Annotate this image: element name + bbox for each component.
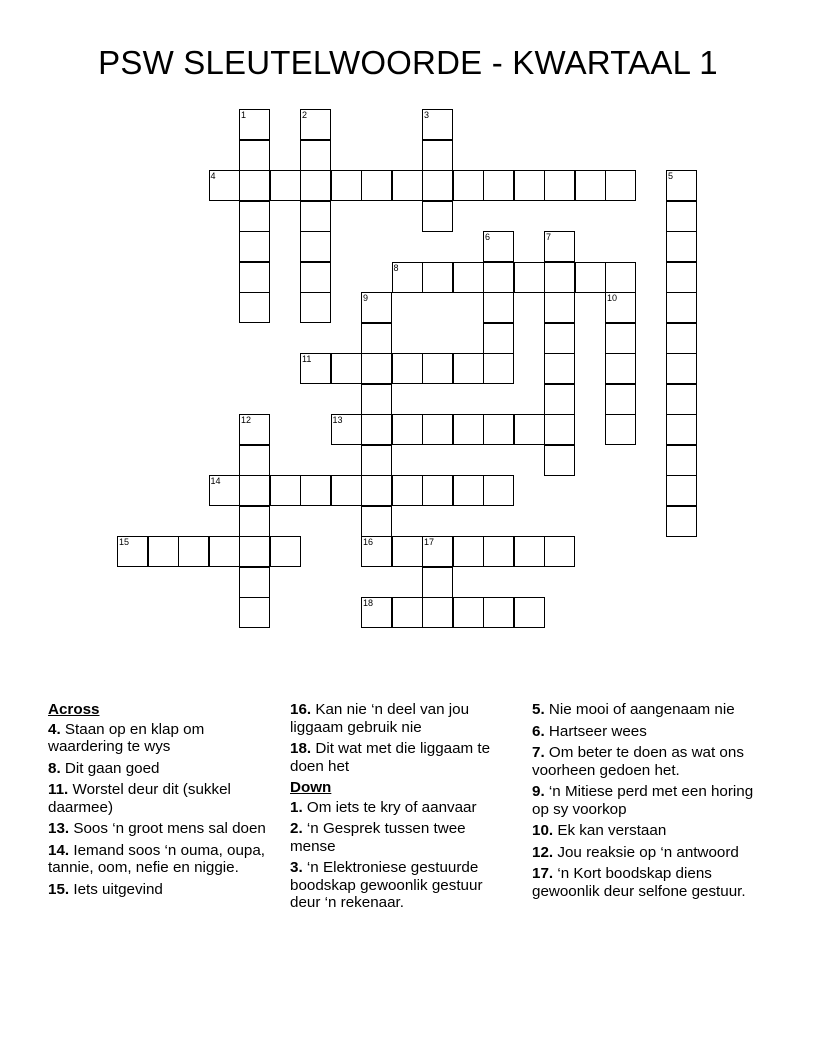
grid-cell[interactable] bbox=[422, 201, 453, 232]
cell-number: 6 bbox=[485, 232, 491, 242]
cell-number: 18 bbox=[363, 598, 374, 608]
grid-cell[interactable] bbox=[544, 323, 575, 354]
grid-cell[interactable] bbox=[361, 414, 392, 445]
grid-cell[interactable] bbox=[239, 292, 270, 323]
grid-cell[interactable] bbox=[392, 597, 423, 628]
grid-cell[interactable] bbox=[361, 384, 392, 415]
grid-cell[interactable] bbox=[483, 323, 514, 354]
clues-column-3 bbox=[532, 701, 754, 904]
grid-cell[interactable] bbox=[453, 414, 484, 445]
grid-cell[interactable] bbox=[666, 353, 697, 384]
clue-down-3: 3. ‘n Elektroniese gestuurde boodskap gewoonlik gestuur deur ‘n rekenaar. bbox=[290, 859, 483, 911]
grid-cell[interactable] bbox=[361, 536, 392, 567]
clue-down-12: 12. Jou reaksie op ‘n antwoord bbox=[532, 843, 739, 861]
grid-cell[interactable] bbox=[300, 475, 331, 506]
grid-cell[interactable] bbox=[605, 262, 636, 293]
grid-cell[interactable] bbox=[483, 353, 514, 384]
cell-number: 11 bbox=[302, 354, 312, 364]
grid-cell[interactable] bbox=[392, 170, 423, 201]
grid-cell[interactable] bbox=[331, 170, 362, 201]
grid-cell[interactable] bbox=[666, 262, 697, 293]
grid-cell[interactable] bbox=[514, 597, 545, 628]
grid-cell[interactable] bbox=[666, 445, 697, 476]
grid-cell[interactable] bbox=[453, 475, 484, 506]
clue-down-7: 7. Om beter te doen as wat ons voorheen gedoen het. bbox=[532, 744, 744, 779]
grid-cell[interactable] bbox=[605, 323, 636, 354]
grid-cell[interactable] bbox=[575, 170, 606, 201]
clue-across-14: 14. Iemand soos ‘n ouma, oupa, tannie, oom, nefie en niggie. bbox=[48, 841, 266, 876]
cell-number: 12 bbox=[241, 415, 252, 425]
grid-cell[interactable] bbox=[300, 262, 331, 293]
grid-cell[interactable] bbox=[361, 292, 392, 323]
grid-cell[interactable] bbox=[666, 170, 697, 201]
clue-across-8: 8. Dit gaan goed bbox=[48, 759, 160, 777]
cell-number: 9 bbox=[363, 293, 369, 303]
grid-cell[interactable] bbox=[483, 262, 514, 293]
grid-cell[interactable] bbox=[331, 414, 362, 445]
grid-cell[interactable] bbox=[209, 536, 240, 567]
grid-cell[interactable] bbox=[361, 597, 392, 628]
grid-cell[interactable] bbox=[331, 353, 362, 384]
grid-cell[interactable] bbox=[514, 170, 545, 201]
grid-cell[interactable] bbox=[361, 475, 392, 506]
grid-cell[interactable] bbox=[453, 597, 484, 628]
grid-cell[interactable] bbox=[270, 170, 301, 201]
grid-cell[interactable] bbox=[666, 506, 697, 537]
clue-across-4: 4. Staan op en klap om waardering te wys bbox=[48, 720, 205, 755]
grid-cell[interactable] bbox=[666, 414, 697, 445]
cell-number: 10 bbox=[607, 293, 618, 303]
grid-cell[interactable] bbox=[422, 262, 453, 293]
grid-cell[interactable] bbox=[514, 262, 545, 293]
grid-cell[interactable] bbox=[239, 109, 270, 140]
grid-cell[interactable] bbox=[483, 597, 514, 628]
grid-cell[interactable] bbox=[239, 140, 270, 171]
grid-cell[interactable] bbox=[361, 445, 392, 476]
grid-cell[interactable] bbox=[300, 292, 331, 323]
grid-cell[interactable] bbox=[239, 567, 270, 598]
grid-cell[interactable] bbox=[422, 536, 453, 567]
grid-cell[interactable] bbox=[422, 170, 453, 201]
grid-cell[interactable] bbox=[239, 536, 270, 567]
grid-cell[interactable] bbox=[209, 475, 240, 506]
grid-cell[interactable] bbox=[239, 445, 270, 476]
grid-cell[interactable] bbox=[422, 414, 453, 445]
grid-cell[interactable] bbox=[605, 292, 636, 323]
page-title: PSW SLEUTELWOORDE - KWARTAAL 1 bbox=[98, 44, 718, 81]
grid-cell[interactable] bbox=[361, 170, 392, 201]
grid-cell[interactable] bbox=[300, 231, 331, 262]
grid-cell[interactable] bbox=[392, 536, 423, 567]
grid-cell[interactable] bbox=[453, 353, 484, 384]
cell-number: 16 bbox=[363, 537, 374, 547]
grid-cell[interactable] bbox=[392, 414, 423, 445]
clue-across-15: 15. Iets uitgevind bbox=[48, 880, 163, 898]
grid-cell[interactable] bbox=[239, 475, 270, 506]
grid-cell[interactable] bbox=[300, 140, 331, 171]
cell-number: 15 bbox=[119, 537, 130, 547]
grid-cell[interactable] bbox=[453, 262, 484, 293]
grid-cell[interactable] bbox=[239, 506, 270, 537]
grid-cell[interactable] bbox=[239, 170, 270, 201]
grid-cell[interactable] bbox=[483, 231, 514, 262]
across-heading: Across bbox=[48, 701, 100, 718]
grid-cell[interactable] bbox=[422, 597, 453, 628]
cell-number: 2 bbox=[302, 110, 308, 120]
grid-cell[interactable] bbox=[422, 140, 453, 171]
grid-cell[interactable] bbox=[178, 536, 209, 567]
cell-number: 3 bbox=[424, 110, 430, 120]
grid-cell[interactable] bbox=[239, 597, 270, 628]
down-heading: Down bbox=[290, 779, 332, 796]
clue-across-11: 11. Worstel deur dit (sukkel daarmee) bbox=[48, 781, 231, 816]
grid-cell[interactable] bbox=[483, 414, 514, 445]
grid-cell[interactable] bbox=[422, 567, 453, 598]
grid-cell[interactable] bbox=[422, 475, 453, 506]
grid-cell[interactable] bbox=[453, 170, 484, 201]
grid-cell[interactable] bbox=[392, 353, 423, 384]
clue-down-2: 2. ‘n Gesprek tussen twee mense bbox=[290, 820, 466, 855]
grid-cell[interactable] bbox=[514, 414, 545, 445]
grid-cell[interactable] bbox=[331, 475, 362, 506]
grid-cell[interactable] bbox=[148, 536, 179, 567]
clue-down-17: 17. ‘n Kort boodskap diens gewoonlik deur selfone gestuur. bbox=[532, 865, 746, 900]
grid-cell[interactable] bbox=[300, 170, 331, 201]
clues-column-1 bbox=[48, 701, 270, 902]
grid-cell[interactable] bbox=[544, 384, 575, 415]
grid-cell[interactable] bbox=[239, 262, 270, 293]
grid-cell[interactable] bbox=[361, 506, 392, 537]
grid-cell[interactable] bbox=[544, 292, 575, 323]
grid-cell[interactable] bbox=[544, 353, 575, 384]
grid-cell[interactable] bbox=[453, 536, 484, 567]
grid-cell[interactable] bbox=[422, 353, 453, 384]
grid-cell[interactable] bbox=[514, 536, 545, 567]
grid-cell[interactable] bbox=[666, 292, 697, 323]
grid-cell[interactable] bbox=[483, 170, 514, 201]
cell-number: 8 bbox=[393, 262, 399, 273]
clue-across-16: 16. Kan nie ‘n deel van jou liggaam gebruik nie bbox=[290, 701, 470, 736]
grid-cell[interactable] bbox=[605, 384, 636, 415]
grid-cell[interactable] bbox=[575, 262, 606, 293]
clue-across-18: 18. Dit wat met die liggaam te doen het bbox=[290, 740, 491, 775]
clues-column-2 bbox=[290, 701, 512, 916]
grid-cell[interactable] bbox=[239, 201, 270, 232]
grid-cell[interactable] bbox=[544, 170, 575, 201]
grid-cell[interactable] bbox=[300, 109, 331, 140]
grid-cell[interactable] bbox=[666, 323, 697, 354]
grid-cell[interactable] bbox=[605, 170, 636, 201]
grid-cell[interactable] bbox=[209, 170, 240, 201]
clue-down-9: 9. ‘n Mitiese perd met een horing op sy voorkop bbox=[532, 783, 754, 818]
grid-cell[interactable] bbox=[666, 231, 697, 262]
cell-number: 7 bbox=[546, 232, 552, 242]
cell-number: 13 bbox=[332, 415, 343, 425]
clue-across-13: 13. Soos ‘n groot mens sal doen bbox=[48, 820, 266, 837]
clue-down-6: 6. Hartseer wees bbox=[532, 722, 647, 740]
grid-cell[interactable] bbox=[605, 353, 636, 384]
grid-cell[interactable] bbox=[392, 262, 423, 293]
grid-cell[interactable] bbox=[361, 323, 392, 354]
grid-cell[interactable] bbox=[666, 475, 697, 506]
grid-cell[interactable] bbox=[300, 201, 331, 232]
grid-cell[interactable] bbox=[483, 475, 514, 506]
grid-cell[interactable] bbox=[117, 536, 148, 567]
grid-cell[interactable] bbox=[544, 445, 575, 476]
grid-cell[interactable] bbox=[605, 414, 636, 445]
grid-cell[interactable] bbox=[270, 475, 301, 506]
clue-down-1: 1. Om iets te kry of aanvaar bbox=[290, 798, 477, 816]
grid-cell[interactable] bbox=[300, 353, 331, 384]
clue-down-5: 5. Nie mooi of aangenaam nie bbox=[532, 701, 735, 718]
grid-cell[interactable] bbox=[361, 353, 392, 384]
cell-number: 17 bbox=[424, 537, 435, 547]
grid-cell[interactable] bbox=[666, 384, 697, 415]
grid-cell[interactable] bbox=[483, 536, 514, 567]
grid-cell[interactable] bbox=[666, 201, 697, 232]
cell-number: 5 bbox=[668, 171, 674, 181]
cell-number: 4 bbox=[210, 171, 216, 181]
grid-cell[interactable] bbox=[239, 414, 270, 445]
grid-cell[interactable] bbox=[392, 475, 423, 506]
cell-number: 1 bbox=[241, 110, 247, 120]
grid-cell[interactable] bbox=[270, 536, 301, 567]
grid-cell[interactable] bbox=[544, 231, 575, 262]
grid-cell[interactable] bbox=[544, 262, 575, 293]
cell-number: 14 bbox=[210, 476, 221, 486]
grid-cell[interactable] bbox=[239, 231, 270, 262]
grid-cell[interactable] bbox=[544, 536, 575, 567]
grid-cell[interactable] bbox=[422, 109, 453, 140]
grid-cell[interactable] bbox=[544, 414, 575, 445]
grid-cell[interactable] bbox=[483, 292, 514, 323]
clue-down-10: 10. Ek kan verstaan bbox=[532, 822, 667, 839]
